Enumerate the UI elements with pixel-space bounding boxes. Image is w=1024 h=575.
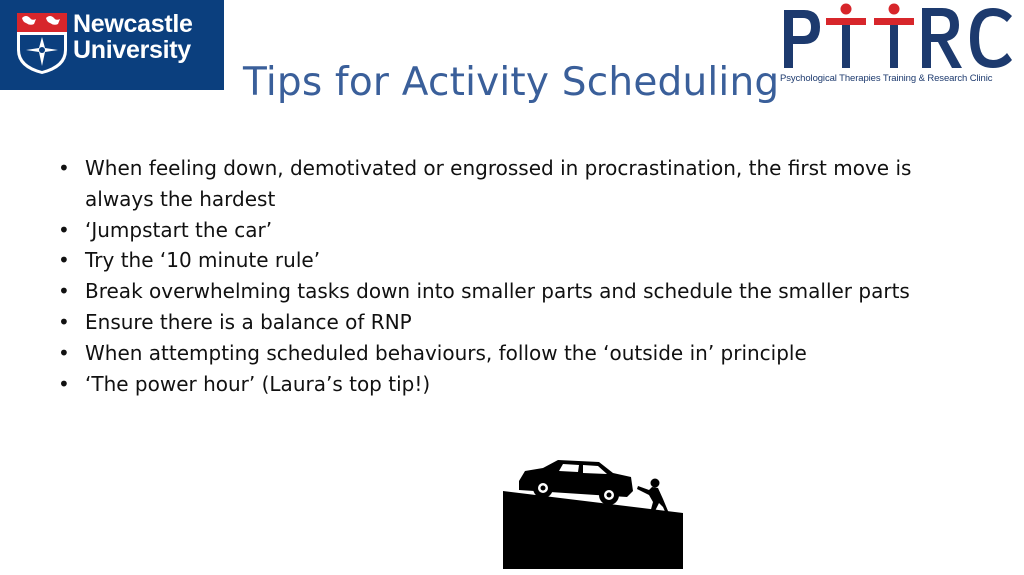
bullet-item (58, 307, 958, 338)
university-wordmark (73, 11, 193, 63)
clinic-subtitle: Psychological Therapies Training & Research Clinic (780, 73, 993, 84)
university-name-line1: Newcastle (73, 10, 193, 38)
bullet-text: Try the ‘10 minute rule’ (85, 248, 321, 273)
bullet-item (58, 215, 958, 246)
newcastle-university-logo (0, 0, 224, 90)
bullet-item (58, 245, 958, 276)
bullet-text: ‘The power hour’ (Laura’s top tip!) (85, 371, 431, 396)
bullet-icon: • (58, 371, 70, 396)
bullet-item (58, 153, 958, 215)
slide-title: Tips for Activity Scheduling (243, 60, 780, 105)
bullet-icon: • (58, 217, 70, 242)
pttrc-lettermark-icon (778, 0, 1018, 72)
bullet-item (58, 276, 958, 307)
bullet-text: Break overwhelming tasks down into smaller parts and schedule the smaller parts (85, 279, 910, 304)
bullet-item (58, 338, 958, 369)
bullet-list (58, 153, 958, 399)
bullet-text: When feeling down, demotivated or engrossed in procrastination, the first move is always the hardest (85, 156, 912, 211)
bullet-icon: • (58, 156, 70, 180)
bullet-icon: • (58, 309, 70, 334)
university-name-line2: University (73, 36, 191, 64)
university-crest-icon (14, 10, 70, 76)
bullet-icon: • (58, 340, 70, 365)
bullet-text: When attempting scheduled behaviours, follow the ‘outside in’ principle (85, 340, 807, 365)
bullet-text: ‘Jumpstart the car’ (85, 217, 273, 242)
bullet-icon: • (58, 248, 70, 273)
bullet-icon: • (58, 279, 70, 304)
pttrc-logo (776, 0, 1020, 90)
bullet-text: Ensure there is a balance of RNP (85, 309, 412, 334)
person-pushing-car-uphill-icon (503, 371, 683, 569)
